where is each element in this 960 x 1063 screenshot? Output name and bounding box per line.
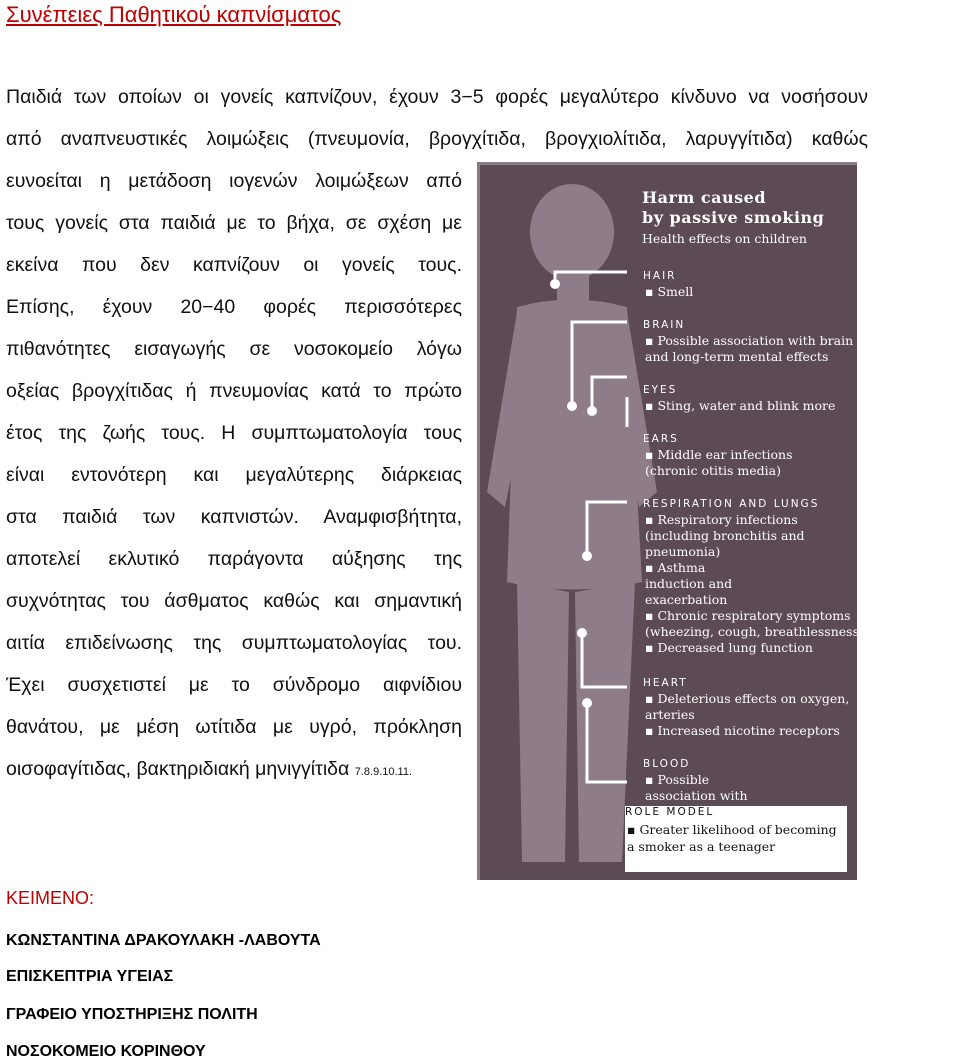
section-heading-ears: EARS bbox=[643, 433, 679, 445]
section-item: ▪ Chronic respiratory symptoms bbox=[645, 608, 851, 623]
paragraph-line: στα παιδιά των καπνιστών. Αναμφισβήτητα, bbox=[6, 506, 462, 528]
section-item: ▪ Possible association with brain tumours bbox=[645, 333, 910, 348]
section-heading-hair: HAIR bbox=[643, 270, 677, 282]
section-item: a smoker as a teenager bbox=[627, 839, 776, 854]
credit-role: ΕΠΙΣΚΕΠΤΡΙΑ ΥΓΕΙΑΣ bbox=[6, 968, 174, 985]
page-number: 20 bbox=[815, 854, 831, 868]
section-item: ▪ Asthma bbox=[645, 560, 706, 575]
section-item: ▪ Respiratory infections bbox=[645, 512, 798, 527]
paragraph-line: εκείνα που δεν καπνίζουν οι γονείς τους. bbox=[6, 254, 462, 276]
section-item: association with bbox=[645, 788, 748, 803]
paragraph-line: έτος της ζωής τους. Η συμπτωματολογία τους bbox=[6, 422, 462, 444]
paragraph-line: οξείας βρογχίτιδας ή πνευμονίας κατά το πρώτο bbox=[6, 380, 462, 402]
frame-border bbox=[477, 162, 480, 880]
paragraph-line: συχνότητας του άσθματος καθώς και σημαντική bbox=[6, 590, 462, 612]
paragraph-line: αιτία επιδείνωσης της συμπτωματολογίας του. bbox=[6, 632, 462, 654]
infographic-title: Harm caused bbox=[642, 188, 767, 207]
paragraph-line: θανάτου, με μέση ωτίτιδα με υγρό, πρόκληση bbox=[6, 716, 462, 738]
page-title: Συνέπειες Παθητικού καπνίσματος bbox=[6, 2, 342, 27]
credit-author: ΚΩΝΣΤΑΝΤΙΝΑ ΔΡΑΚΟΥΛΑΚΗ -ΛΑΒΟΥΤΑ bbox=[6, 932, 321, 949]
section-heading-lungs: RESPIRATION AND LUNGS bbox=[643, 498, 820, 510]
section-item: (chronic otitis media) bbox=[645, 463, 781, 478]
paragraph-line: Παιδιά των οποίων οι γονείς καπνίζουν, έχουν 3−5 φορές μεγαλύτερο κίνδυνο να νοσήσουν bbox=[6, 86, 868, 108]
section-item: ▪ Middle ear infections bbox=[645, 447, 793, 462]
paragraph-line: από αναπνευστικές λοιμώξεις (πνευμονία, βρογχίτιδα, βρογχιολίτιδα, λαρυγγίτιδα) καθώς bbox=[6, 128, 868, 150]
section-item: (including bronchitis and bbox=[645, 528, 805, 543]
frame-border bbox=[477, 162, 857, 165]
section-item: pneumonia) bbox=[645, 544, 721, 559]
section-item: (wheezing, cough, breathlessness) bbox=[645, 624, 864, 639]
paragraph-line-last bbox=[6, 748, 412, 793]
credits-heading: ΚΕΙΜΕΝΟ: bbox=[6, 888, 95, 908]
section-heading-eyes: EYES bbox=[643, 384, 678, 396]
section-item: ▪ Greater likelihood of becoming bbox=[627, 822, 837, 837]
section-item: ▪ Possible bbox=[645, 772, 710, 787]
section-heading-blood: BLOOD bbox=[643, 758, 691, 770]
infographic-subtitle: Health effects on children bbox=[642, 231, 807, 246]
section-heading-role-model: ROLE MODEL bbox=[625, 806, 715, 818]
section-item: ▪ Smell bbox=[645, 284, 694, 299]
credit-hospital: ΝΟΣΟΚΟΜΕΙΟ ΚΟΡΙΝΘΟΥ bbox=[6, 1043, 206, 1060]
paragraph-line: τους γονείς στα παιδιά με το βήχα, σε σχέση με bbox=[6, 212, 462, 234]
credit-office: ΓΡΑΦΕΙΟ ΥΠΟΣΤΗΡΙΞΗΣ ΠΟΛΙΤΗ bbox=[6, 1006, 258, 1023]
section-item: induction and bbox=[645, 576, 733, 591]
paragraph-line: αποτελεί εκλυτικό παράγοντα αύξησης της bbox=[6, 548, 462, 570]
section-item: arteries bbox=[645, 707, 695, 722]
paragraph-line: είναι εντονότερη και μεγαλύτερης διάρκειας bbox=[6, 464, 462, 486]
paragraph-line: Έχει συσχετιστεί με το σύνδρομο αιφνίδιου bbox=[6, 674, 462, 696]
paragraph-line: ευνοείται η μετάδοση ιογενών λοιμώξεων από bbox=[6, 170, 462, 192]
section-item: ▪ Deleterious effects on oxygen, bbox=[645, 691, 850, 706]
paragraph-line: πιθανότητες εισαγωγής σε νοσοκομείο λόγω bbox=[6, 338, 462, 360]
paragraph-line-text: οισοφαγίτιδας, βακτηριδιακή μηνιγγίτιδα bbox=[6, 758, 350, 780]
section-heading-heart: HEART bbox=[643, 677, 688, 689]
section-heading-brain: BRAIN bbox=[643, 319, 686, 331]
section-item: and long-term mental effects bbox=[645, 349, 829, 364]
references: 7.8.9.10.11. bbox=[354, 766, 413, 778]
section-item: exacerbation bbox=[645, 592, 728, 607]
infographic-title: by passive smoking bbox=[642, 208, 825, 227]
section-item: ▪ Increased nicotine receptors bbox=[645, 723, 840, 738]
paragraph-line: Επίσης, έχουν 20−40 φορές περισσότερες bbox=[6, 296, 462, 318]
section-item: ▪ Sting, water and blink more bbox=[645, 398, 836, 413]
role-model-box bbox=[625, 806, 847, 872]
passive-smoking-infographic bbox=[477, 162, 910, 880]
section-item: ▪ Decreased lung function bbox=[645, 640, 813, 655]
